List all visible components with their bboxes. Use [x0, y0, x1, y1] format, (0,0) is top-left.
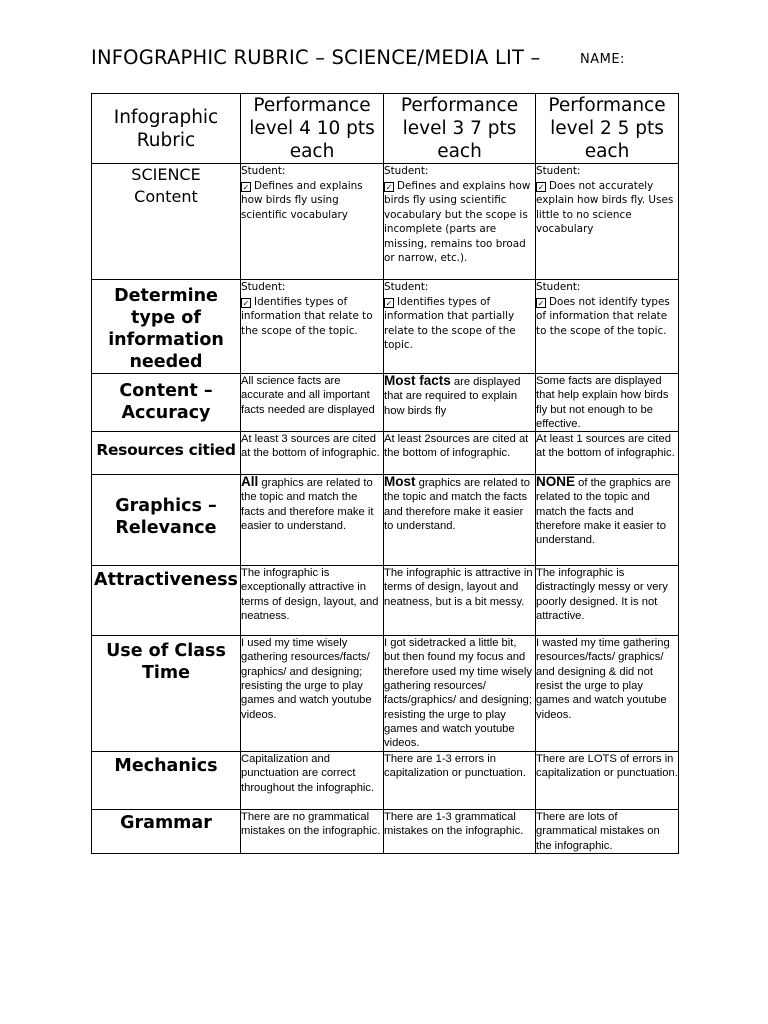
cell-text: I got sidetracked a little bit, but then found my focus and therefore used my time wisely gathering resources/ facts/graphics/ and designing; resisting the urge to play games and watch youtube videos. — [384, 637, 533, 750]
cell-text: Defines and explains how birds fly using scientific vocabulary — [241, 179, 363, 221]
cell-text: At least 3 sources are cited at the bottom of infographic. — [241, 433, 380, 460]
rubric-table — [91, 93, 679, 854]
cell-lead: NONE — [536, 474, 576, 490]
checked-box-icon: ✓ — [385, 298, 393, 308]
level-cell — [384, 280, 536, 374]
table-row — [92, 164, 679, 280]
level-cell — [241, 432, 384, 475]
cell-text: graphics are related to the topic and match the facts and therefore make it easier to understand. — [384, 477, 530, 533]
table-row — [92, 810, 679, 854]
criterion-text: Use of Class Time — [106, 641, 226, 684]
level-cell — [241, 810, 384, 854]
criterion-text: Content – Accuracy — [119, 381, 213, 423]
cell-prefix: Student: — [384, 281, 429, 293]
level-cell — [536, 374, 679, 432]
corner-header-text: Infographic Rubric — [113, 107, 219, 151]
level-cell — [536, 810, 679, 854]
table-row — [92, 280, 679, 374]
page-header — [91, 46, 691, 76]
level-cell — [536, 164, 679, 280]
cell-text: The infographic is attractive in terms of design, layout and neatness, but is a bit messy. — [384, 567, 533, 608]
criterion-text: Mechanics — [114, 756, 218, 777]
cell-text: There are lots of grammatical mistakes on the infographic. — [536, 811, 660, 852]
level-cell — [241, 280, 384, 374]
level-cell — [384, 636, 536, 752]
level-cell — [384, 752, 536, 810]
level-4-header — [241, 94, 384, 164]
name-label: NAME: — [580, 52, 625, 67]
checked-box-icon: ✓ — [242, 298, 250, 308]
level-3-header-text: Performance level 3 7 pts each — [400, 95, 519, 162]
criterion-text: SCIENCE Content — [131, 165, 201, 206]
criterion-cell — [92, 636, 241, 752]
level-cell — [241, 374, 384, 432]
criterion-cell — [92, 810, 241, 854]
criterion-cell — [92, 752, 241, 810]
level-cell — [536, 566, 679, 636]
cell-text: I wasted my time gathering resources/facts/ graphics/ and designing & did not resist the urge to play games and watch youtube videos. — [536, 637, 670, 721]
cell-text: Identifies types of information that partially relate to the scope of the topic. — [384, 295, 516, 351]
level-cell — [241, 752, 384, 810]
cell-text: There are LOTS of errors in capitalization or punctuation. — [536, 753, 678, 780]
cell-text: There are no grammatical mistakes on the infographic. — [241, 811, 381, 838]
checked-box-icon: ✓ — [385, 182, 393, 192]
corner-header — [92, 94, 241, 164]
cell-prefix: Student: — [241, 165, 286, 177]
cell-text: All science facts are accurate and all important facts needed are displayed — [241, 375, 375, 416]
cell-lead: Most facts — [384, 373, 451, 388]
cell-text: The infographic is distractingly messy or very poorly designed. It is not attractive. — [536, 567, 668, 623]
cell-prefix: Student: — [536, 165, 581, 177]
cell-text: are displayed that are required to explain how birds fly — [384, 376, 521, 417]
level-cell — [384, 374, 536, 432]
cell-text: There are 1-3 errors in capitalization or punctuation. — [384, 753, 526, 780]
cell-text: Some facts are displayed that help explain how birds fly but not enough to be effective. — [536, 375, 669, 430]
level-cell — [241, 636, 384, 752]
cell-text: At least 1 sources are cited at the bottom of infographic. — [536, 433, 675, 460]
cell-text: Capitalization and punctuation are correct throughout the infographic. — [241, 753, 375, 794]
table-row — [92, 566, 679, 636]
criterion-cell — [92, 475, 241, 566]
criterion-text: Graphics – Relevance — [115, 496, 217, 539]
level-4-header-text: Performance level 4 10 pts each — [249, 95, 375, 162]
checked-box-icon: ✓ — [537, 182, 545, 192]
level-cell — [536, 432, 679, 475]
criterion-cell — [92, 566, 241, 636]
level-cell — [384, 475, 536, 566]
criterion-text: Attractiveness — [94, 570, 238, 591]
criterion-text: Grammar — [120, 813, 212, 834]
cell-text: of the graphics are related to the topic and match the facts and therefore make it easier to understand. — [536, 477, 671, 547]
level-cell — [536, 280, 679, 374]
cell-prefix: Student: — [241, 281, 286, 293]
cell-text: Does not accurately explain how birds fly. Uses little to no science vocabulary — [536, 179, 674, 235]
criterion-text: Resources citied — [96, 441, 236, 460]
level-cell — [241, 164, 384, 280]
cell-text: Defines and explains how birds fly using scientific vocabulary but the scope is incomplete (parts are missing, remains too broad or narrow, etc.). — [384, 179, 531, 264]
level-cell — [536, 475, 679, 566]
cell-prefix: Student: — [536, 281, 581, 293]
level-3-header — [384, 94, 536, 164]
level-2-header-text: Performance level 2 5 pts each — [548, 95, 666, 162]
table-row — [92, 374, 679, 432]
header-row — [92, 94, 679, 164]
cell-text: There are 1-3 grammatical mistakes on the infographic. — [384, 811, 524, 838]
table-row — [92, 636, 679, 752]
level-cell — [241, 566, 384, 636]
cell-text: graphics are related to the topic and match the facts and therefore make it easier to understand. — [241, 477, 374, 533]
level-cell — [536, 752, 679, 810]
cell-text: I used my time wisely gathering resources/facts/ graphics/ and designing; resisting the urge to play games and watch youtube videos. — [241, 637, 372, 721]
checked-box-icon: ✓ — [537, 298, 545, 308]
table-row — [92, 475, 679, 566]
criterion-text: Determine type of information needed — [108, 286, 224, 372]
cell-text: The infographic is exceptionally attractive in terms of design, layout, and neatness. — [241, 567, 379, 623]
criterion-cell — [92, 280, 241, 374]
criterion-cell — [92, 374, 241, 432]
level-cell — [241, 475, 384, 566]
level-2-header — [536, 94, 679, 164]
criterion-cell — [92, 164, 241, 280]
level-cell — [384, 432, 536, 475]
cell-text: Does not identify types of information that relate to the scope of the topic. — [536, 295, 670, 337]
table-row — [92, 752, 679, 810]
level-cell — [384, 566, 536, 636]
cell-prefix: Student: — [384, 165, 429, 177]
cell-text: At least 2sources are cited at the bottom of infographic. — [384, 433, 529, 460]
cell-lead: Most — [384, 474, 416, 490]
level-cell — [384, 164, 536, 280]
level-cell — [536, 636, 679, 752]
cell-text: Identifies types of information that relate to the scope of the topic. — [241, 295, 373, 337]
cell-lead: All — [241, 474, 259, 490]
page-title: INFOGRAPHIC RUBRIC – SCIENCE/MEDIA LIT – — [91, 46, 541, 69]
level-cell — [384, 810, 536, 854]
criterion-cell — [92, 432, 241, 475]
checked-box-icon: ✓ — [242, 182, 250, 192]
table-row — [92, 432, 679, 475]
